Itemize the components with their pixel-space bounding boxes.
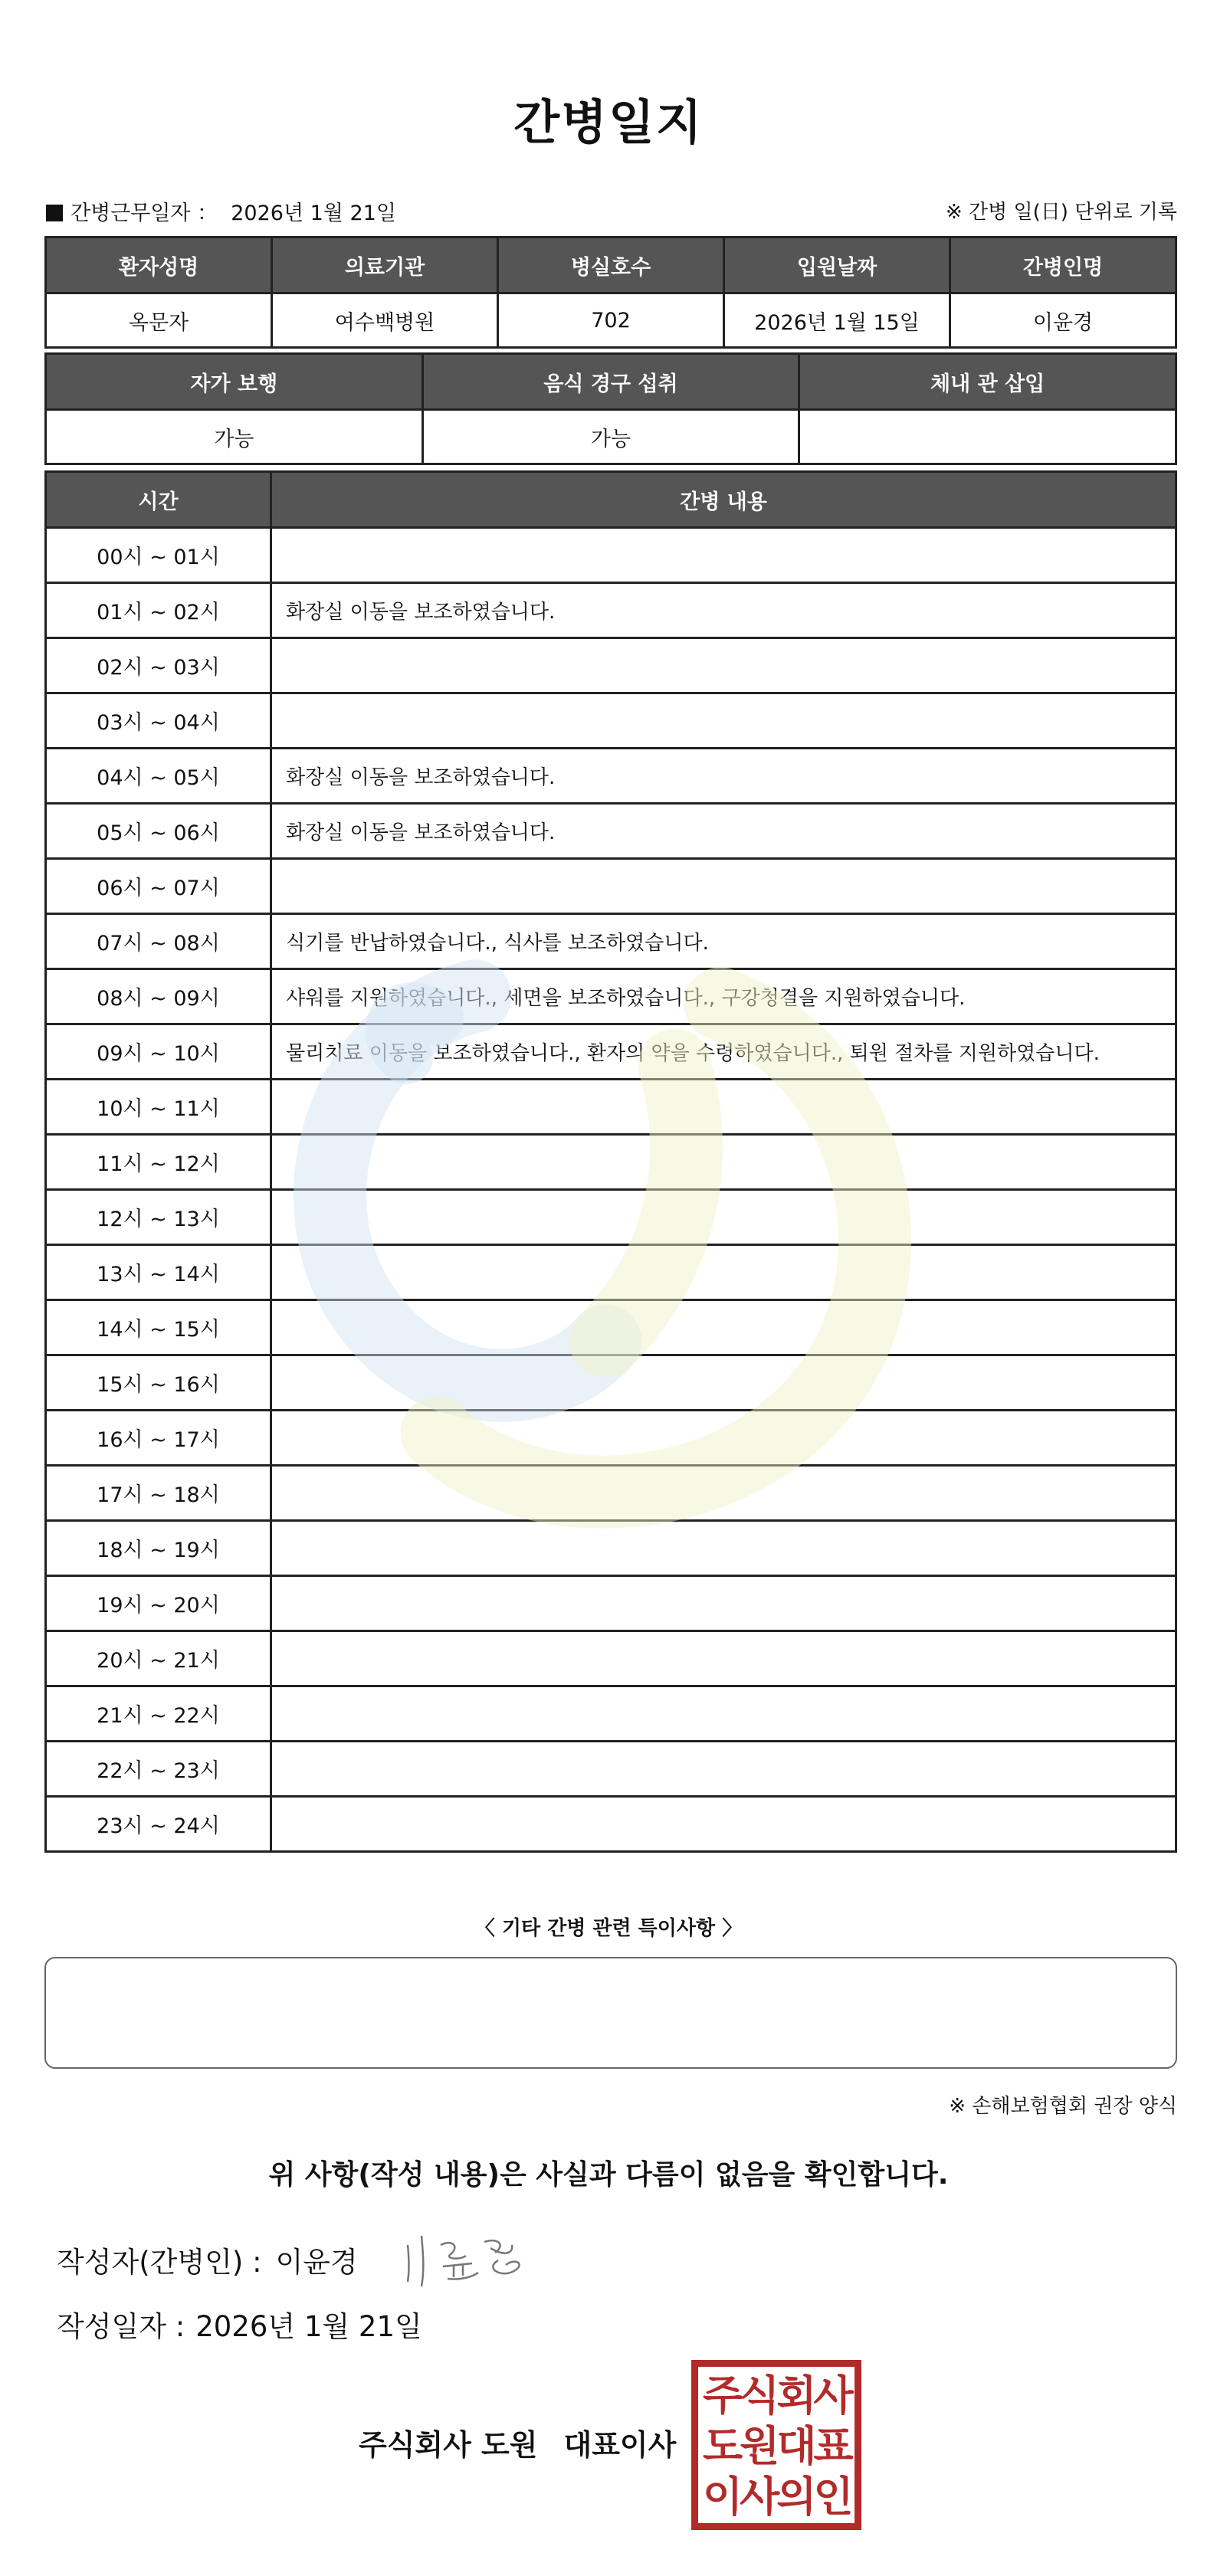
status-info-header-1: 음식 경구 섭취 [422, 354, 799, 410]
patient-info-value-0: 옥문자 [46, 293, 272, 348]
status-info-value-2 [799, 410, 1176, 464]
log-content: 화장실 이동을 보조하였습니다. [271, 804, 1176, 859]
status-info-table [44, 352, 1177, 465]
log-time: 23시 ~ 24시 [46, 1797, 271, 1852]
log-content [271, 1686, 1176, 1742]
log-row [46, 1190, 1176, 1245]
log-row [46, 969, 1176, 1024]
log-time: 06시 ~ 07시 [46, 859, 271, 914]
log-time: 14시 ~ 15시 [46, 1300, 271, 1355]
log-row [46, 1466, 1176, 1521]
confirm-statement: 위 사항(작성 내용)은 사실과 다름이 없음을 확인합니다. [268, 2159, 949, 2191]
patient-info-header-0: 환자성명 [46, 238, 272, 293]
log-row [46, 914, 1176, 969]
special-notes-title: 〈 기타 간병 관련 특이사항 〉 [474, 1917, 743, 1940]
log-row [46, 638, 1176, 693]
log-time: 19시 ~ 20시 [46, 1576, 271, 1631]
log-row [46, 1411, 1176, 1466]
log-content: 식기를 반납하였습니다., 식사를 보조하였습니다. [271, 914, 1176, 969]
special-notes-box [44, 1957, 1177, 2069]
log-time: 20시 ~ 21시 [46, 1631, 271, 1686]
log-time: 12시 ~ 13시 [46, 1190, 271, 1245]
log-time: 10시 ~ 11시 [46, 1080, 271, 1135]
log-time: 15시 ~ 16시 [46, 1355, 271, 1411]
status-info-value-1: 가능 [422, 410, 799, 464]
care-log-table [44, 470, 1177, 1853]
log-time: 00시 ~ 01시 [46, 528, 271, 583]
log-row [46, 804, 1176, 859]
seal-line-3: 이사의인 [703, 2472, 851, 2521]
log-content [271, 1190, 1176, 1245]
log-row [46, 1024, 1176, 1080]
log-content [271, 1300, 1176, 1355]
patient-info-value-3: 2026년 1월 15일 [724, 293, 950, 348]
log-time: 22시 ~ 23시 [46, 1742, 271, 1797]
patient-info-table [44, 236, 1177, 349]
company-name: 주식회사 도원 [359, 2428, 538, 2462]
patient-info-header-1: 의료기관 [272, 238, 498, 293]
log-content: 물리치료 이동을 보조하였습니다., 환자의 약을 수령하였습니다., 퇴원 절차를 지원하였습니다. [271, 1024, 1176, 1080]
work-date-label: 간병근무일자 ： [71, 202, 218, 225]
record-unit-note: ※ 간병 일(日) 단위로 기록 [945, 201, 1177, 224]
recommend-note: ※ 손해보험협회 권장 양식 [949, 2095, 1177, 2118]
status-info-header-2: 체내 관 삽입 [799, 354, 1176, 410]
writer-name: 이윤경 [275, 2246, 358, 2279]
write-date-line [57, 2303, 422, 2345]
write-date-value: 2026년 1월 21일 [195, 2310, 422, 2343]
company-title: 대표이사 [563, 2428, 677, 2462]
log-content [271, 693, 1176, 749]
log-content [271, 1411, 1176, 1466]
log-time: 17시 ~ 18시 [46, 1466, 271, 1521]
log-row [46, 1686, 1176, 1742]
log-row [46, 1080, 1176, 1135]
log-content [271, 1576, 1176, 1631]
patient-info-header-2: 병실호수 [498, 238, 724, 293]
log-time: 04시 ~ 05시 [46, 749, 271, 804]
log-content [271, 1355, 1176, 1411]
log-time: 07시 ~ 08시 [46, 914, 271, 969]
log-content: 샤워를 지원하였습니다., 세면을 보조하였습니다., 구강청결을 지원하였습니다. [271, 969, 1176, 1024]
log-row [46, 859, 1176, 914]
patient-info-value-1: 여수백병원 [272, 293, 498, 348]
company-line [359, 2421, 676, 2463]
time-header: 시간 [46, 472, 271, 528]
square-bullet-icon [46, 205, 63, 221]
seal-line-1: 주식회사 [703, 2371, 851, 2420]
status-info-value-0: 가능 [46, 410, 423, 464]
log-row [46, 1631, 1176, 1686]
log-row [46, 1135, 1176, 1190]
log-content [271, 1135, 1176, 1190]
patient-info-value-4: 이윤경 [950, 293, 1176, 348]
write-date-label: 작성일자 : [57, 2310, 185, 2343]
document-title: 간병일지 [513, 94, 704, 150]
log-content [271, 1631, 1176, 1686]
log-content [271, 638, 1176, 693]
log-time: 21시 ~ 22시 [46, 1686, 271, 1742]
log-row [46, 1742, 1176, 1797]
patient-info-header-4: 간병인명 [950, 238, 1176, 293]
log-content [271, 1797, 1176, 1852]
log-row [46, 528, 1176, 583]
status-info-header-0: 자가 보행 [46, 354, 423, 410]
log-row [46, 1521, 1176, 1576]
writer-label: 작성자(간병인) : [57, 2246, 262, 2279]
patient-info-value-2: 702 [498, 293, 724, 348]
work-date-value: 2026년 1월 21일 [231, 202, 396, 225]
log-row [46, 749, 1176, 804]
handwritten-signature [399, 2222, 529, 2291]
log-time: 08시 ~ 09시 [46, 969, 271, 1024]
log-content: 화장실 이동을 보조하였습니다. [271, 583, 1176, 638]
log-row [46, 1355, 1176, 1411]
log-row [46, 693, 1176, 749]
log-content [271, 1466, 1176, 1521]
patient-info-header-3: 입원날짜 [724, 238, 950, 293]
log-content [271, 859, 1176, 914]
log-row [46, 1797, 1176, 1852]
seal-line-2: 도원대표 [703, 2421, 851, 2470]
log-content: 화장실 이동을 보조하였습니다. [271, 749, 1176, 804]
log-time: 13시 ~ 14시 [46, 1245, 271, 1300]
work-date [46, 196, 396, 226]
log-row [46, 1576, 1176, 1631]
log-content [271, 1521, 1176, 1576]
log-time: 18시 ~ 19시 [46, 1521, 271, 1576]
log-row [46, 1245, 1176, 1300]
log-time: 05시 ~ 06시 [46, 804, 271, 859]
company-seal [691, 2360, 861, 2530]
log-row [46, 1300, 1176, 1355]
content-header: 간병 내용 [271, 472, 1176, 528]
log-content [271, 528, 1176, 583]
log-time: 11시 ~ 12시 [46, 1135, 271, 1190]
log-row [46, 583, 1176, 638]
log-content [271, 1080, 1176, 1135]
log-time: 02시 ~ 03시 [46, 638, 271, 693]
log-time: 03시 ~ 04시 [46, 693, 271, 749]
writer-line [57, 2239, 358, 2280]
log-time: 01시 ~ 02시 [46, 583, 271, 638]
log-content [271, 1742, 1176, 1797]
log-content [271, 1245, 1176, 1300]
log-time: 16시 ~ 17시 [46, 1411, 271, 1466]
log-time: 09시 ~ 10시 [46, 1024, 271, 1080]
